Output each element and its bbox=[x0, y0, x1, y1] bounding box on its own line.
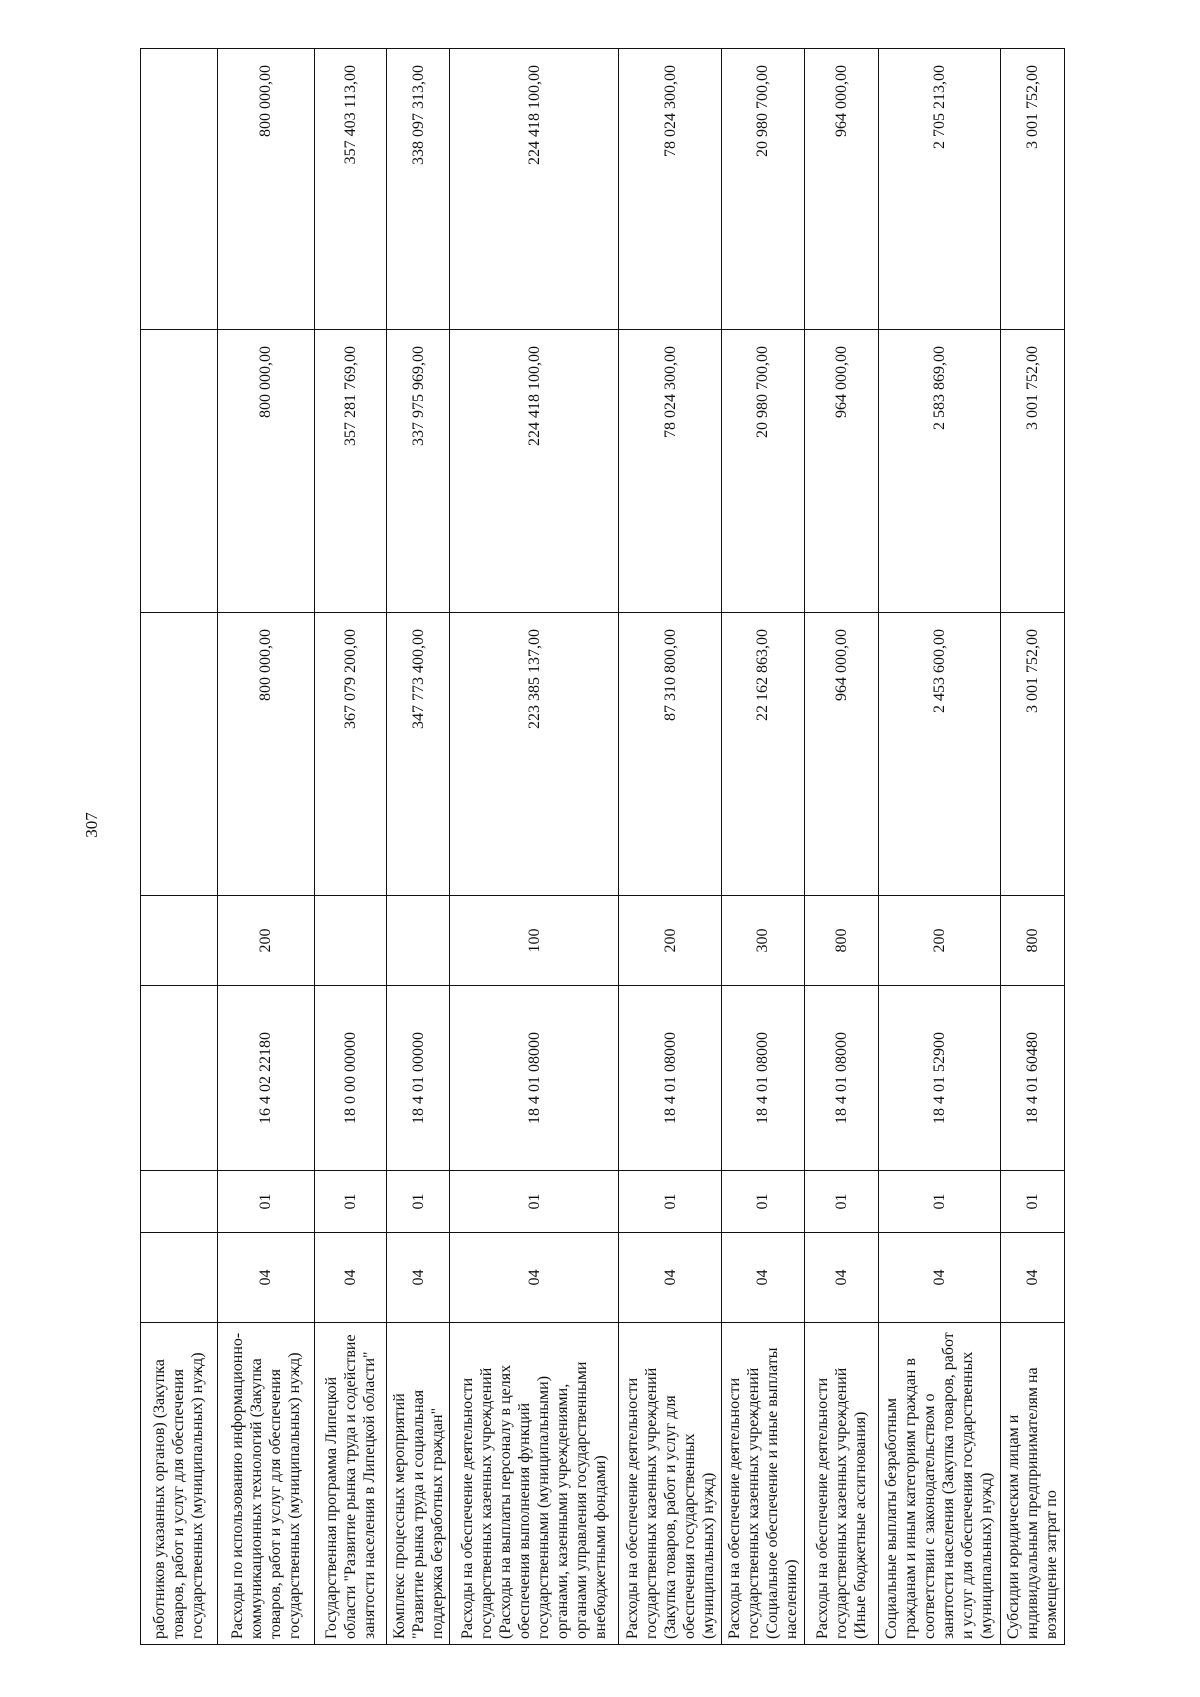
target-article-code bbox=[141, 986, 218, 1171]
amount-year-2 bbox=[141, 330, 218, 613]
expense-type-code: 200 bbox=[619, 896, 721, 986]
amount-year-1: 223 385 137,00 bbox=[450, 613, 619, 896]
row-description: Расходы на обеспечение деятельности государственных казенных учреждений (Расходы на выплаты персоналу в целях обеспечения выполнения функций государственными (муниципальными) органами, казенными учреждениями, органами управления государственными внебюджетными фондами) bbox=[450, 1323, 619, 1645]
amount-year-2: 78 024 300,00 bbox=[619, 330, 721, 613]
amount-year-3: 2 705 213,00 bbox=[878, 49, 1001, 330]
expense-type-code: 800 bbox=[804, 896, 878, 986]
ministry-code: 04 bbox=[217, 1233, 314, 1323]
row-description: Государственная программа Липецкой области "Развитие рынка труда и содействие занятости населения в Липецкой области" bbox=[315, 1323, 387, 1645]
section-code: 01 bbox=[804, 1171, 878, 1233]
table-row bbox=[619, 49, 721, 1645]
expense-type-code bbox=[386, 896, 450, 986]
expense-type-code: 800 bbox=[1001, 896, 1065, 986]
table-row bbox=[1001, 49, 1065, 1645]
ministry-code: 04 bbox=[721, 1233, 804, 1323]
amount-year-3: 224 418 100,00 bbox=[450, 49, 619, 330]
ministry-code bbox=[141, 1233, 218, 1323]
table-row bbox=[141, 49, 218, 1645]
amount-year-1: 367 079 200,00 bbox=[315, 613, 387, 896]
ministry-code: 04 bbox=[450, 1233, 619, 1323]
row-description: Расходы на обеспечение деятельности государственных казенных учреждений (Социальное обеспечение и иные выплаты населению) bbox=[721, 1323, 804, 1645]
row-description: работников указанных органов) (Закупка товаров, работ и услуг для обеспечения государственных (муниципальных) нужд) bbox=[141, 1323, 218, 1645]
row-description: Расходы по использованию информационно-коммуникационных технологий (Закупка товаров, работ и услуг для обеспечения государственных (муниципальных) нужд) bbox=[217, 1323, 314, 1645]
section-code: 01 bbox=[386, 1171, 450, 1233]
target-article-code: 18 4 01 08000 bbox=[450, 986, 619, 1171]
table-row bbox=[386, 49, 450, 1645]
section-code bbox=[141, 1171, 218, 1233]
table-row bbox=[804, 49, 878, 1645]
amount-year-3: 357 403 113,00 bbox=[315, 49, 387, 330]
amount-year-1: 3 001 752,00 bbox=[1001, 613, 1065, 896]
row-description: Расходы на обеспечение деятельности государственных казенных учреждений (Закупка товаров, работ и услуг для обеспечения государственных (муниципальных) нужд) bbox=[619, 1323, 721, 1645]
table-row bbox=[878, 49, 1001, 1645]
budget-table bbox=[140, 48, 1065, 1645]
ministry-code: 04 bbox=[1001, 1233, 1065, 1323]
ministry-code: 04 bbox=[878, 1233, 1001, 1323]
table-row bbox=[450, 49, 619, 1645]
section-code: 01 bbox=[878, 1171, 1001, 1233]
amount-year-1: 800 000,00 bbox=[217, 613, 314, 896]
amount-year-1: 87 310 800,00 bbox=[619, 613, 721, 896]
table-row bbox=[721, 49, 804, 1645]
section-code: 01 bbox=[217, 1171, 314, 1233]
amount-year-2: 20 980 700,00 bbox=[721, 330, 804, 613]
expense-type-code bbox=[141, 896, 218, 986]
amount-year-2: 964 000,00 bbox=[804, 330, 878, 613]
row-description: Комплекс процессных мероприятий "Развитие рынка труда и социальная поддержка безработных граждан" bbox=[386, 1323, 450, 1645]
row-description: Субсидии юридическим лицам и индивидуальным предпринимателям на возмещение затрат по bbox=[1001, 1323, 1065, 1645]
target-article-code: 18 4 01 08000 bbox=[721, 986, 804, 1171]
amount-year-3: 78 024 300,00 bbox=[619, 49, 721, 330]
expense-type-code: 100 bbox=[450, 896, 619, 986]
section-code: 01 bbox=[450, 1171, 619, 1233]
amount-year-2: 2 583 869,00 bbox=[878, 330, 1001, 613]
target-article-code: 16 4 02 22180 bbox=[217, 986, 314, 1171]
row-description: Расходы на обеспечение деятельности государственных казенных учреждений (Иные бюджетные ассигнования) bbox=[804, 1323, 878, 1645]
table-row bbox=[315, 49, 387, 1645]
table-row bbox=[217, 49, 314, 1645]
amount-year-1 bbox=[141, 613, 218, 896]
expense-type-code: 200 bbox=[217, 896, 314, 986]
amount-year-2: 3 001 752,00 bbox=[1001, 330, 1065, 613]
expense-type-code: 200 bbox=[878, 896, 1001, 986]
amount-year-1: 347 773 400,00 bbox=[386, 613, 450, 896]
target-article-code: 18 4 01 08000 bbox=[619, 986, 721, 1171]
target-article-code: 18 4 01 60480 bbox=[1001, 986, 1065, 1171]
amount-year-1: 964 000,00 bbox=[804, 613, 878, 896]
section-code: 01 bbox=[619, 1171, 721, 1233]
ministry-code: 04 bbox=[619, 1233, 721, 1323]
target-article-code: 18 4 01 52900 bbox=[878, 986, 1001, 1171]
ministry-code: 04 bbox=[386, 1233, 450, 1323]
row-description: Социальные выплаты безработным гражданам и иным категориям граждан в соответствии с законодательством о занятости населения (Закупка товаров, работ и услуг для обеспечения государственных (муниципальных) нужд) bbox=[878, 1323, 1001, 1645]
amount-year-2: 224 418 100,00 bbox=[450, 330, 619, 613]
amount-year-3: 20 980 700,00 bbox=[721, 49, 804, 330]
page-number: 307 bbox=[82, 812, 101, 838]
amount-year-3: 800 000,00 bbox=[217, 49, 314, 330]
amount-year-2: 337 975 969,00 bbox=[386, 330, 450, 613]
section-code: 01 bbox=[721, 1171, 804, 1233]
amount-year-3 bbox=[141, 49, 218, 330]
rotated-table-container bbox=[140, 49, 1065, 1645]
amount-year-3: 338 097 313,00 bbox=[386, 49, 450, 330]
amount-year-2: 357 281 769,00 bbox=[315, 330, 387, 613]
target-article-code: 18 4 01 00000 bbox=[386, 986, 450, 1171]
ministry-code: 04 bbox=[315, 1233, 387, 1323]
target-article-code: 18 0 00 00000 bbox=[315, 986, 387, 1171]
amount-year-3: 964 000,00 bbox=[804, 49, 878, 330]
expense-type-code: 300 bbox=[721, 896, 804, 986]
section-code: 01 bbox=[1001, 1171, 1065, 1233]
amount-year-3: 3 001 752,00 bbox=[1001, 49, 1065, 330]
section-code: 01 bbox=[315, 1171, 387, 1233]
amount-year-1: 22 162 863,00 bbox=[721, 613, 804, 896]
target-article-code: 18 4 01 08000 bbox=[804, 986, 878, 1171]
amount-year-2: 800 000,00 bbox=[217, 330, 314, 613]
ministry-code: 04 bbox=[804, 1233, 878, 1323]
amount-year-1: 2 453 600,00 bbox=[878, 613, 1001, 896]
expense-type-code bbox=[315, 896, 387, 986]
